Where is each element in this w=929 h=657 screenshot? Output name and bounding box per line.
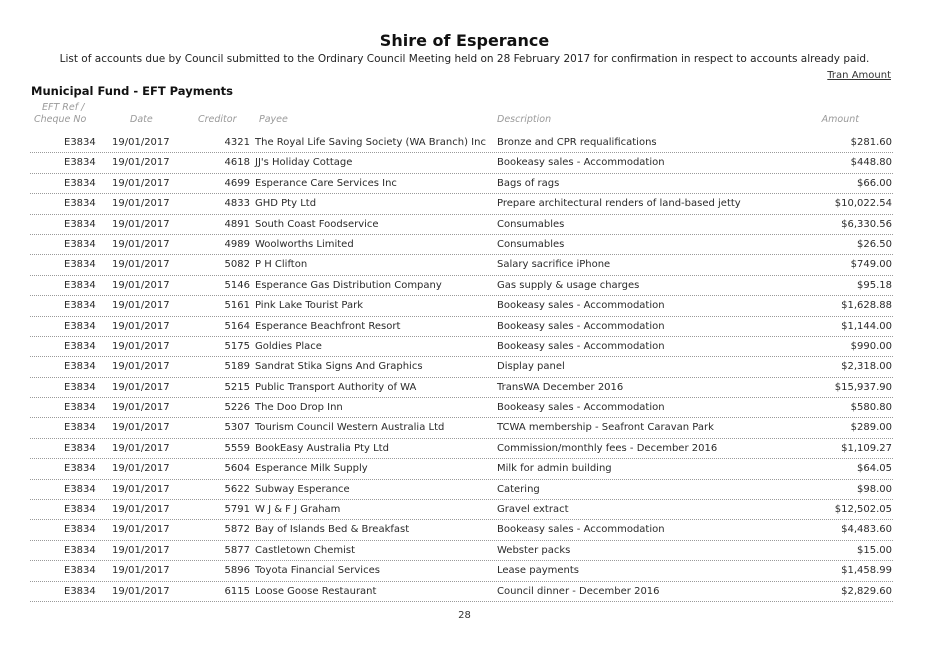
row-date: 19/01/2017: [112, 259, 170, 271]
row-description: Salary sacrifice iPhone: [497, 259, 611, 271]
table-row: [30, 582, 893, 602]
row-eft-ref: E3834: [64, 463, 96, 475]
row-date: 19/01/2017: [112, 238, 170, 250]
row-amount: $448.80: [850, 157, 892, 169]
row-creditor: 4833: [224, 198, 250, 210]
row-creditor: 5877: [224, 544, 250, 556]
row-amount: $10,022.54: [834, 198, 892, 210]
row-amount: $15,937.90: [834, 381, 892, 393]
row-payee: Pink Lake Tourist Park: [255, 300, 364, 312]
row-payee: Subway Esperance: [255, 483, 350, 495]
row-payee: Woolworths Limited: [255, 238, 354, 250]
row-payee: The Royal Life Saving Society (WA Branch) Inc: [255, 137, 486, 148]
row-description: Bookeasy sales - Accommodation: [497, 157, 665, 169]
section-heading: Municipal Fund - EFT Payments: [31, 84, 234, 98]
row-eft-ref: E3834: [64, 137, 96, 148]
tran-amount-label: Tran Amount: [827, 70, 891, 81]
row-date: 19/01/2017: [112, 463, 170, 475]
table-row: [30, 133, 893, 153]
row-payee: Toyota Financial Services: [255, 565, 380, 577]
row-payee: Tourism Council Western Australia Ltd: [255, 422, 445, 434]
row-description: Catering: [497, 483, 540, 495]
row-eft-ref: E3834: [64, 198, 96, 210]
row-creditor: 5175: [224, 340, 250, 352]
row-creditor: 5189: [224, 361, 250, 373]
header-eft-ref-line2: Cheque No: [34, 114, 87, 125]
row-eft-ref: E3834: [64, 442, 96, 454]
row-eft-ref: E3834: [64, 300, 96, 312]
row-eft-ref: E3834: [64, 422, 96, 434]
row-description: Commission/monthly fees - December 2016: [497, 442, 718, 454]
payments-table: [30, 133, 893, 602]
row-description: Consumables: [497, 238, 565, 250]
table-row: [30, 194, 893, 214]
row-description: Gas supply & usage charges: [497, 279, 640, 291]
row-payee: Esperance Milk Supply: [255, 463, 368, 475]
header-date: Date: [130, 114, 153, 125]
row-payee: Esperance Gas Distribution Company: [255, 279, 442, 291]
table-row: [30, 561, 893, 581]
row-eft-ref: E3834: [64, 504, 96, 516]
row-payee: Public Transport Authority of WA: [255, 381, 417, 393]
row-description: Consumables: [497, 218, 565, 230]
row-payee: Bay of Islands Bed & Breakfast: [255, 524, 410, 536]
row-amount: $289.00: [850, 422, 892, 434]
row-eft-ref: E3834: [64, 157, 96, 169]
row-description: Bronze and CPR requalifications: [497, 137, 657, 148]
row-date: 19/01/2017: [112, 279, 170, 291]
row-description: Prepare architectural renders of land-based jetty: [497, 198, 741, 210]
row-creditor: 5146: [224, 279, 250, 291]
row-amount: $580.80: [850, 402, 892, 414]
header-eft-ref-line1: EFT Ref /: [42, 102, 85, 113]
table-row: [30, 378, 893, 398]
row-description: Bags of rags: [497, 177, 560, 189]
row-payee: South Coast Foodservice: [255, 218, 379, 230]
column-headers: [0, 102, 929, 130]
table-row: [30, 398, 893, 418]
row-date: 19/01/2017: [112, 483, 170, 495]
row-eft-ref: E3834: [64, 361, 96, 373]
row-payee: Loose Goose Restaurant: [255, 585, 377, 597]
row-description: Bookeasy sales - Accommodation: [497, 524, 665, 536]
row-amount: $64.05: [857, 463, 892, 475]
row-payee: W J & F J Graham: [255, 504, 341, 516]
row-eft-ref: E3834: [64, 279, 96, 291]
row-date: 19/01/2017: [112, 300, 170, 312]
row-date: 19/01/2017: [112, 544, 170, 556]
row-creditor: 5164: [224, 320, 250, 332]
row-amount: $1,628.88: [841, 300, 892, 312]
table-row: [30, 480, 893, 500]
row-creditor: 5226: [224, 402, 250, 414]
table-row: [30, 439, 893, 459]
row-creditor: 5872: [224, 524, 250, 536]
row-eft-ref: E3834: [64, 402, 96, 414]
header-creditor: Creditor: [198, 114, 237, 125]
row-creditor: 5307: [224, 422, 250, 434]
row-amount: $1,144.00: [841, 320, 892, 332]
row-creditor: 4699: [224, 177, 250, 189]
row-amount: $66.00: [857, 177, 892, 189]
row-creditor: 5791: [224, 504, 250, 516]
table-row: [30, 459, 893, 479]
row-creditor: 6115: [224, 585, 250, 597]
row-eft-ref: E3834: [64, 259, 96, 271]
row-date: 19/01/2017: [112, 524, 170, 536]
row-eft-ref: E3834: [64, 238, 96, 250]
document-title: Shire of Esperance: [379, 31, 550, 50]
row-amount: $15.00: [857, 544, 892, 556]
row-date: 19/01/2017: [112, 422, 170, 434]
row-amount: $98.00: [857, 483, 892, 495]
row-payee: Esperance Care Services Inc: [255, 177, 397, 189]
row-date: 19/01/2017: [112, 381, 170, 393]
row-date: 19/01/2017: [112, 340, 170, 352]
header-amount: Amount: [821, 114, 859, 125]
row-description: Display panel: [497, 361, 565, 373]
row-creditor: 5604: [224, 463, 250, 475]
row-amount: $1,109.27: [841, 442, 892, 454]
row-description: Lease payments: [497, 565, 579, 577]
table-row: [30, 541, 893, 561]
row-description: Council dinner - December 2016: [497, 585, 660, 597]
row-payee: P H Clifton: [255, 259, 308, 271]
row-eft-ref: E3834: [64, 544, 96, 556]
page-number: 28: [458, 610, 471, 621]
row-eft-ref: E3834: [64, 177, 96, 189]
row-amount: $6,330.56: [841, 218, 892, 230]
row-payee: Sandrat Stika Signs And Graphics: [255, 361, 423, 373]
row-payee: Castletown Chemist: [255, 544, 356, 556]
table-row: [30, 276, 893, 296]
table-row: [30, 215, 893, 235]
row-description: Webster packs: [497, 544, 571, 556]
table-row: [30, 357, 893, 377]
row-amount: $749.00: [850, 259, 892, 271]
row-eft-ref: E3834: [64, 483, 96, 495]
table-row: [30, 418, 893, 438]
row-eft-ref: E3834: [64, 381, 96, 393]
row-amount: $2,829.60: [841, 585, 892, 597]
row-description: Gravel extract: [497, 504, 569, 516]
table-row: [30, 153, 893, 173]
row-creditor: 5215: [224, 381, 250, 393]
row-amount: $2,318.00: [841, 361, 892, 373]
row-eft-ref: E3834: [64, 585, 96, 597]
row-description: Milk for admin building: [497, 463, 612, 475]
table-row: [30, 500, 893, 520]
row-creditor: 4321: [224, 137, 250, 148]
row-amount: $1,458.99: [841, 565, 892, 577]
row-amount: $26.50: [857, 238, 892, 250]
row-date: 19/01/2017: [112, 402, 170, 414]
table-row: [30, 174, 893, 194]
row-date: 19/01/2017: [112, 585, 170, 597]
table-row: [30, 255, 893, 275]
row-creditor: 4891: [224, 218, 250, 230]
row-payee: GHD Pty Ltd: [255, 198, 317, 210]
row-payee: JJ's Holiday Cottage: [255, 157, 353, 169]
row-eft-ref: E3834: [64, 524, 96, 536]
row-date: 19/01/2017: [112, 198, 170, 210]
table-row: [30, 296, 893, 316]
row-date: 19/01/2017: [112, 442, 170, 454]
row-eft-ref: E3834: [64, 340, 96, 352]
row-date: 19/01/2017: [112, 361, 170, 373]
row-creditor: 5082: [224, 259, 250, 271]
row-payee: The Doo Drop Inn: [255, 402, 343, 414]
row-date: 19/01/2017: [112, 504, 170, 516]
row-description: Bookeasy sales - Accommodation: [497, 340, 665, 352]
row-amount: $4,483.60: [841, 524, 892, 536]
row-date: 19/01/2017: [112, 218, 170, 230]
row-date: 19/01/2017: [112, 565, 170, 577]
row-description: TCWA membership - Seafront Caravan Park: [497, 422, 714, 434]
row-creditor: 5559: [224, 442, 250, 454]
table-row: [30, 235, 893, 255]
row-description: Bookeasy sales - Accommodation: [497, 402, 665, 414]
row-amount: $12,502.05: [834, 504, 892, 516]
row-creditor: 5896: [224, 565, 250, 577]
row-date: 19/01/2017: [112, 157, 170, 169]
row-payee: BookEasy Australia Pty Ltd: [255, 442, 389, 454]
row-payee: Esperance Beachfront Resort: [255, 320, 401, 332]
row-date: 19/01/2017: [112, 137, 170, 148]
row-payee: Goldies Place: [255, 340, 322, 352]
row-creditor: 4989: [224, 238, 250, 250]
header-payee: Payee: [259, 114, 288, 125]
row-creditor: 5161: [224, 300, 250, 312]
row-amount: $281.60: [850, 137, 892, 148]
row-creditor: 4618: [224, 157, 250, 169]
document-subtitle: List of accounts due by Council submitted to the Ordinary Council Meeting held on 28 February 2017 for confirmation in respect to accounts already paid.: [59, 53, 870, 65]
row-amount: $95.18: [857, 279, 892, 291]
row-description: Bookeasy sales - Accommodation: [497, 300, 665, 312]
row-description: TransWA December 2016: [497, 381, 624, 393]
row-eft-ref: E3834: [64, 218, 96, 230]
row-date: 19/01/2017: [112, 177, 170, 189]
row-eft-ref: E3834: [64, 565, 96, 577]
table-row: [30, 337, 893, 357]
row-description: Bookeasy sales - Accommodation: [497, 320, 665, 332]
row-creditor: 5622: [224, 483, 250, 495]
header-description: Description: [497, 114, 552, 125]
row-amount: $990.00: [850, 340, 892, 352]
row-eft-ref: E3834: [64, 320, 96, 332]
row-date: 19/01/2017: [112, 320, 170, 332]
table-row: [30, 317, 893, 337]
table-row: [30, 520, 893, 540]
